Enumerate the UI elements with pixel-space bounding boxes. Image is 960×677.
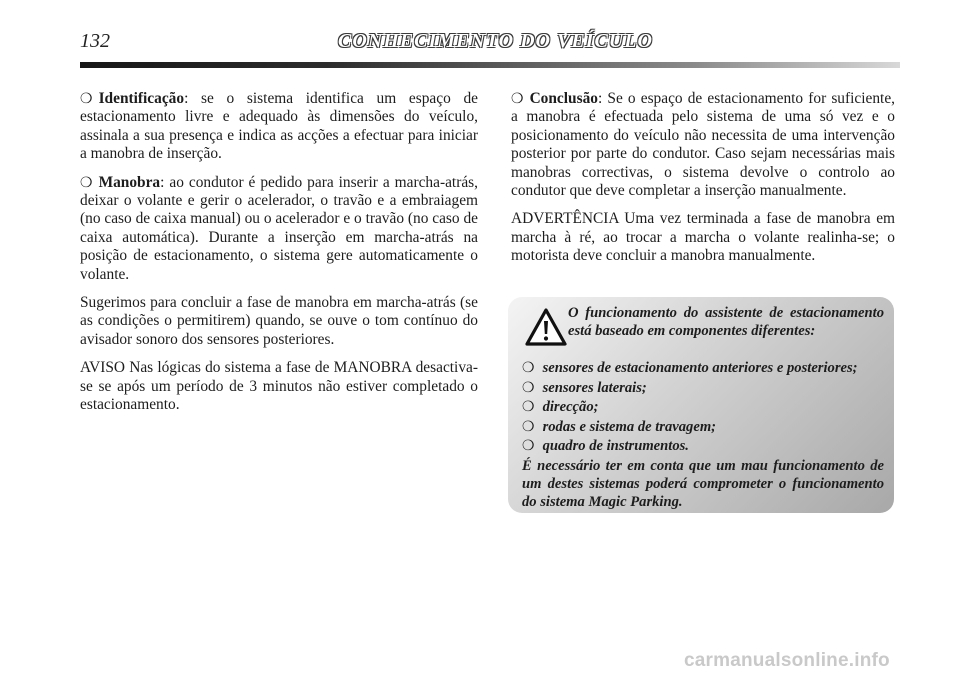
page-header — [80, 30, 890, 54]
bullet-icon: ❍ — [80, 91, 93, 107]
warning-box — [508, 297, 894, 513]
list-item-text: rodas e sistema de travagem; — [542, 418, 717, 435]
bullet-icon: ❍ — [80, 174, 93, 191]
warning-intro: O funcionamento do assistente de estacionamento está baseado em componentes diferentes: — [568, 305, 884, 339]
bullet-icon: ❍ — [522, 360, 535, 376]
right-column — [511, 90, 895, 276]
bullet-icon: ❍ — [522, 438, 535, 454]
paragraph-identificacao — [80, 90, 478, 164]
warning-component-list — [522, 359, 884, 457]
paragraph-advertencia: ADVERTÊNCIA Uma vez terminada a fase de manobra em marcha à ré, ao trocar a marcha o volante realinha-se; o motorista deve concluir a manobra manualmente. — [511, 210, 895, 265]
header-rule — [80, 62, 900, 68]
paragraph-conclusao — [511, 90, 895, 200]
list-item — [522, 379, 884, 399]
term-manobra: Manobra — [98, 173, 161, 191]
left-column — [80, 90, 478, 425]
paragraph-aviso: AVISO Nas lógicas do sistema a fase de MANOBRA desactiva-se se após um período de 3 minutos não estiver completado o estacionamento. — [80, 359, 478, 414]
bullet-icon: ❍ — [522, 418, 535, 435]
bullet-icon: ❍ — [522, 399, 535, 415]
list-item — [522, 437, 884, 457]
warning-triangle-icon — [524, 307, 568, 347]
paragraph-text: : Se o espaço de estacionamento for suficiente, a manobra é efectuada pelo sistema de uma só vez e o posicionamento do veículo não necessita de uma intervenção posterior por parte do condutor. Caso sejam necessárias mais manobras correctivas, o sistema devolve o controlo ao condutor que deve completar a inserção manualmente. — [511, 90, 895, 200]
paragraph-text: : ao condutor é pedido para inserir a marcha-atrás, deixar o volante e gerir o acelerador, o travão e a embraiagem (no caso de caixa manual) ou o acelerador e o travão (no caso de caixa automática). Durante a inserção em marcha-atrás na posição de estacionamento, o sistema gere automaticamente o volante. — [80, 173, 478, 283]
bullet-icon: ❍ — [511, 91, 524, 107]
paragraph-text: : se o sistema identifica um espaço de estacionamento livre e adequado às dimensões do veículo, assinala a sua presença e indica as acções a efectuar para iniciar a manobra de inserção. — [80, 90, 478, 163]
warning-note: É necessário ter em conta que um mau funcionamento de um destes sistemas poderá comprometer o funcionamento do sistema Magic Parking. — [522, 458, 884, 510]
term-identificacao: Identificação — [98, 90, 185, 107]
watermark: carmanualsonline.info — [684, 650, 890, 671]
term-conclusao: Conclusão — [529, 90, 598, 107]
list-item — [522, 418, 884, 438]
list-item-text: direcção; — [542, 399, 599, 415]
list-item — [522, 398, 884, 418]
bullet-icon: ❍ — [522, 379, 535, 396]
list-item-text: sensores laterais; — [542, 379, 647, 396]
list-item — [522, 359, 884, 379]
page-number: 132 — [80, 30, 110, 52]
paragraph-sugerimos: Sugerimos para concluir a fase de manobra em marcha-atrás (se as condições o permitirem) quando, se ouve o tom contínuo do avisador sonoro dos sensores posteriores. — [80, 294, 478, 348]
paragraph-manobra — [80, 174, 478, 284]
list-item-text: sensores de estacionamento anteriores e posteriores; — [542, 360, 858, 376]
list-item-text: quadro de instrumentos. — [542, 438, 689, 454]
section-title: CONHECIMENTO DO VEÍCULO — [338, 30, 653, 52]
